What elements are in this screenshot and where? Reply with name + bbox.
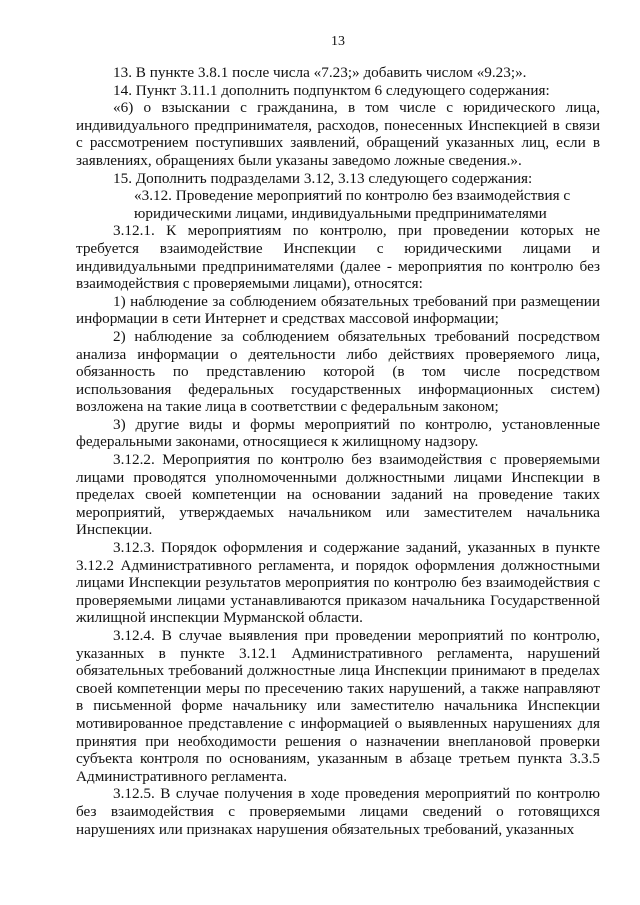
paragraph-subitem-6: «6) о взыскании с гражданина, в том числе с юридического лица, индивидуального предпринимателя, расходов, понесенных Инспекцией в связи с рассмотрением поступивших заявлений, обращений указанных лиц, если в заявлениях, обращениях были указаны заведомо ложные сведения.». <box>76 99 600 169</box>
paragraph-3-12-1: 3.12.1. К мероприятиям по контролю, при проведении которых не требуется взаимодействие Инспекции с юридическими лицами и индивидуальными предпринимателями (далее - мероприятия по контролю без взаимодействия с проверяемыми лицами), относятся: <box>76 222 600 293</box>
paragraph-item-13: 13. В пункте 3.8.1 после числа «7.23;» добавить числом «9.23;». <box>113 64 527 81</box>
paragraph-3-12-4: 3.12.4. В случае выявления при проведении мероприятий по контролю, указанных в пункте 3.12.1 Административного регламента, нарушений обязательных требований должностные лица Инспекции принимают в пределах своей компетенции меры по пресечению таких нарушений, а также направляют в письменной форме начальнику или заместителю начальника Инспекции мотивированное представление с информацией о выявленных нарушениях для принятия при необходимости решения о назначении внеплановой проверки субъекта контроля по основаниям, указанным в абзаце третьем пункта 3.3.5 Административного регламента. <box>76 627 600 785</box>
paragraph-3-12-2: 3.12.2. Мероприятия по контролю без взаимодействия с проверяемыми лицами проводятся уполномоченными должностными лицами Инспекции в пределах своей компетенции на основании заданий на проведение таких мероприятий, утверждаемых начальником или заместителем начальника Инспекции. <box>76 451 600 539</box>
list-item-1: 1) наблюдение за соблюдением обязательных требований при размещении информации в сети Интернет и средствах массовой информации; <box>76 292 600 328</box>
page-number: 13 <box>331 34 345 49</box>
paragraph-3-12-5: 3.12.5. В случае получения в ходе проведения мероприятий по контролю без взаимодействия с проверяемыми лицами сведений о готовящихся нарушениях или признаках нарушения обязательных требований, указанных <box>76 785 600 838</box>
section-heading-3-12: «3.12. Проведение мероприятий по контролю без взаимодействия с юридическими лицами, индивидуальными предпринимателями <box>134 187 571 222</box>
paragraph-item-15: 15. Дополнить подразделами 3.12, 3.13 следующего содержания: <box>113 169 533 187</box>
paragraph-item-14: 14. Пункт 3.11.1 дополнить подпунктом 6 следующего содержания: <box>113 81 550 99</box>
list-item-3: 3) другие виды и формы мероприятий по контролю, установленные федеральными законами, относящиеся к жилищному надзору. <box>76 415 600 451</box>
document-body <box>76 64 600 838</box>
list-item-2: 2) наблюдение за соблюдением обязательных требований посредством анализа информации о деятельности либо действиях проверяемого лица, обязанность по представлению которой (в том числе посредством использования федеральных государственных информационных систем) возложена на такие лица в соответствии с федеральным законом; <box>76 327 600 416</box>
paragraph-3-12-3: 3.12.3. Порядок оформления и содержание заданий, указанных в пункте 3.12.2 Административного регламента, и порядок оформления должностными лицами Инспекции результатов мероприятия по контролю без взаимодействия с проверяемыми лицами устанавливаются приказом начальника Государственной жилищной инспекции Мурманской области. <box>76 539 600 627</box>
